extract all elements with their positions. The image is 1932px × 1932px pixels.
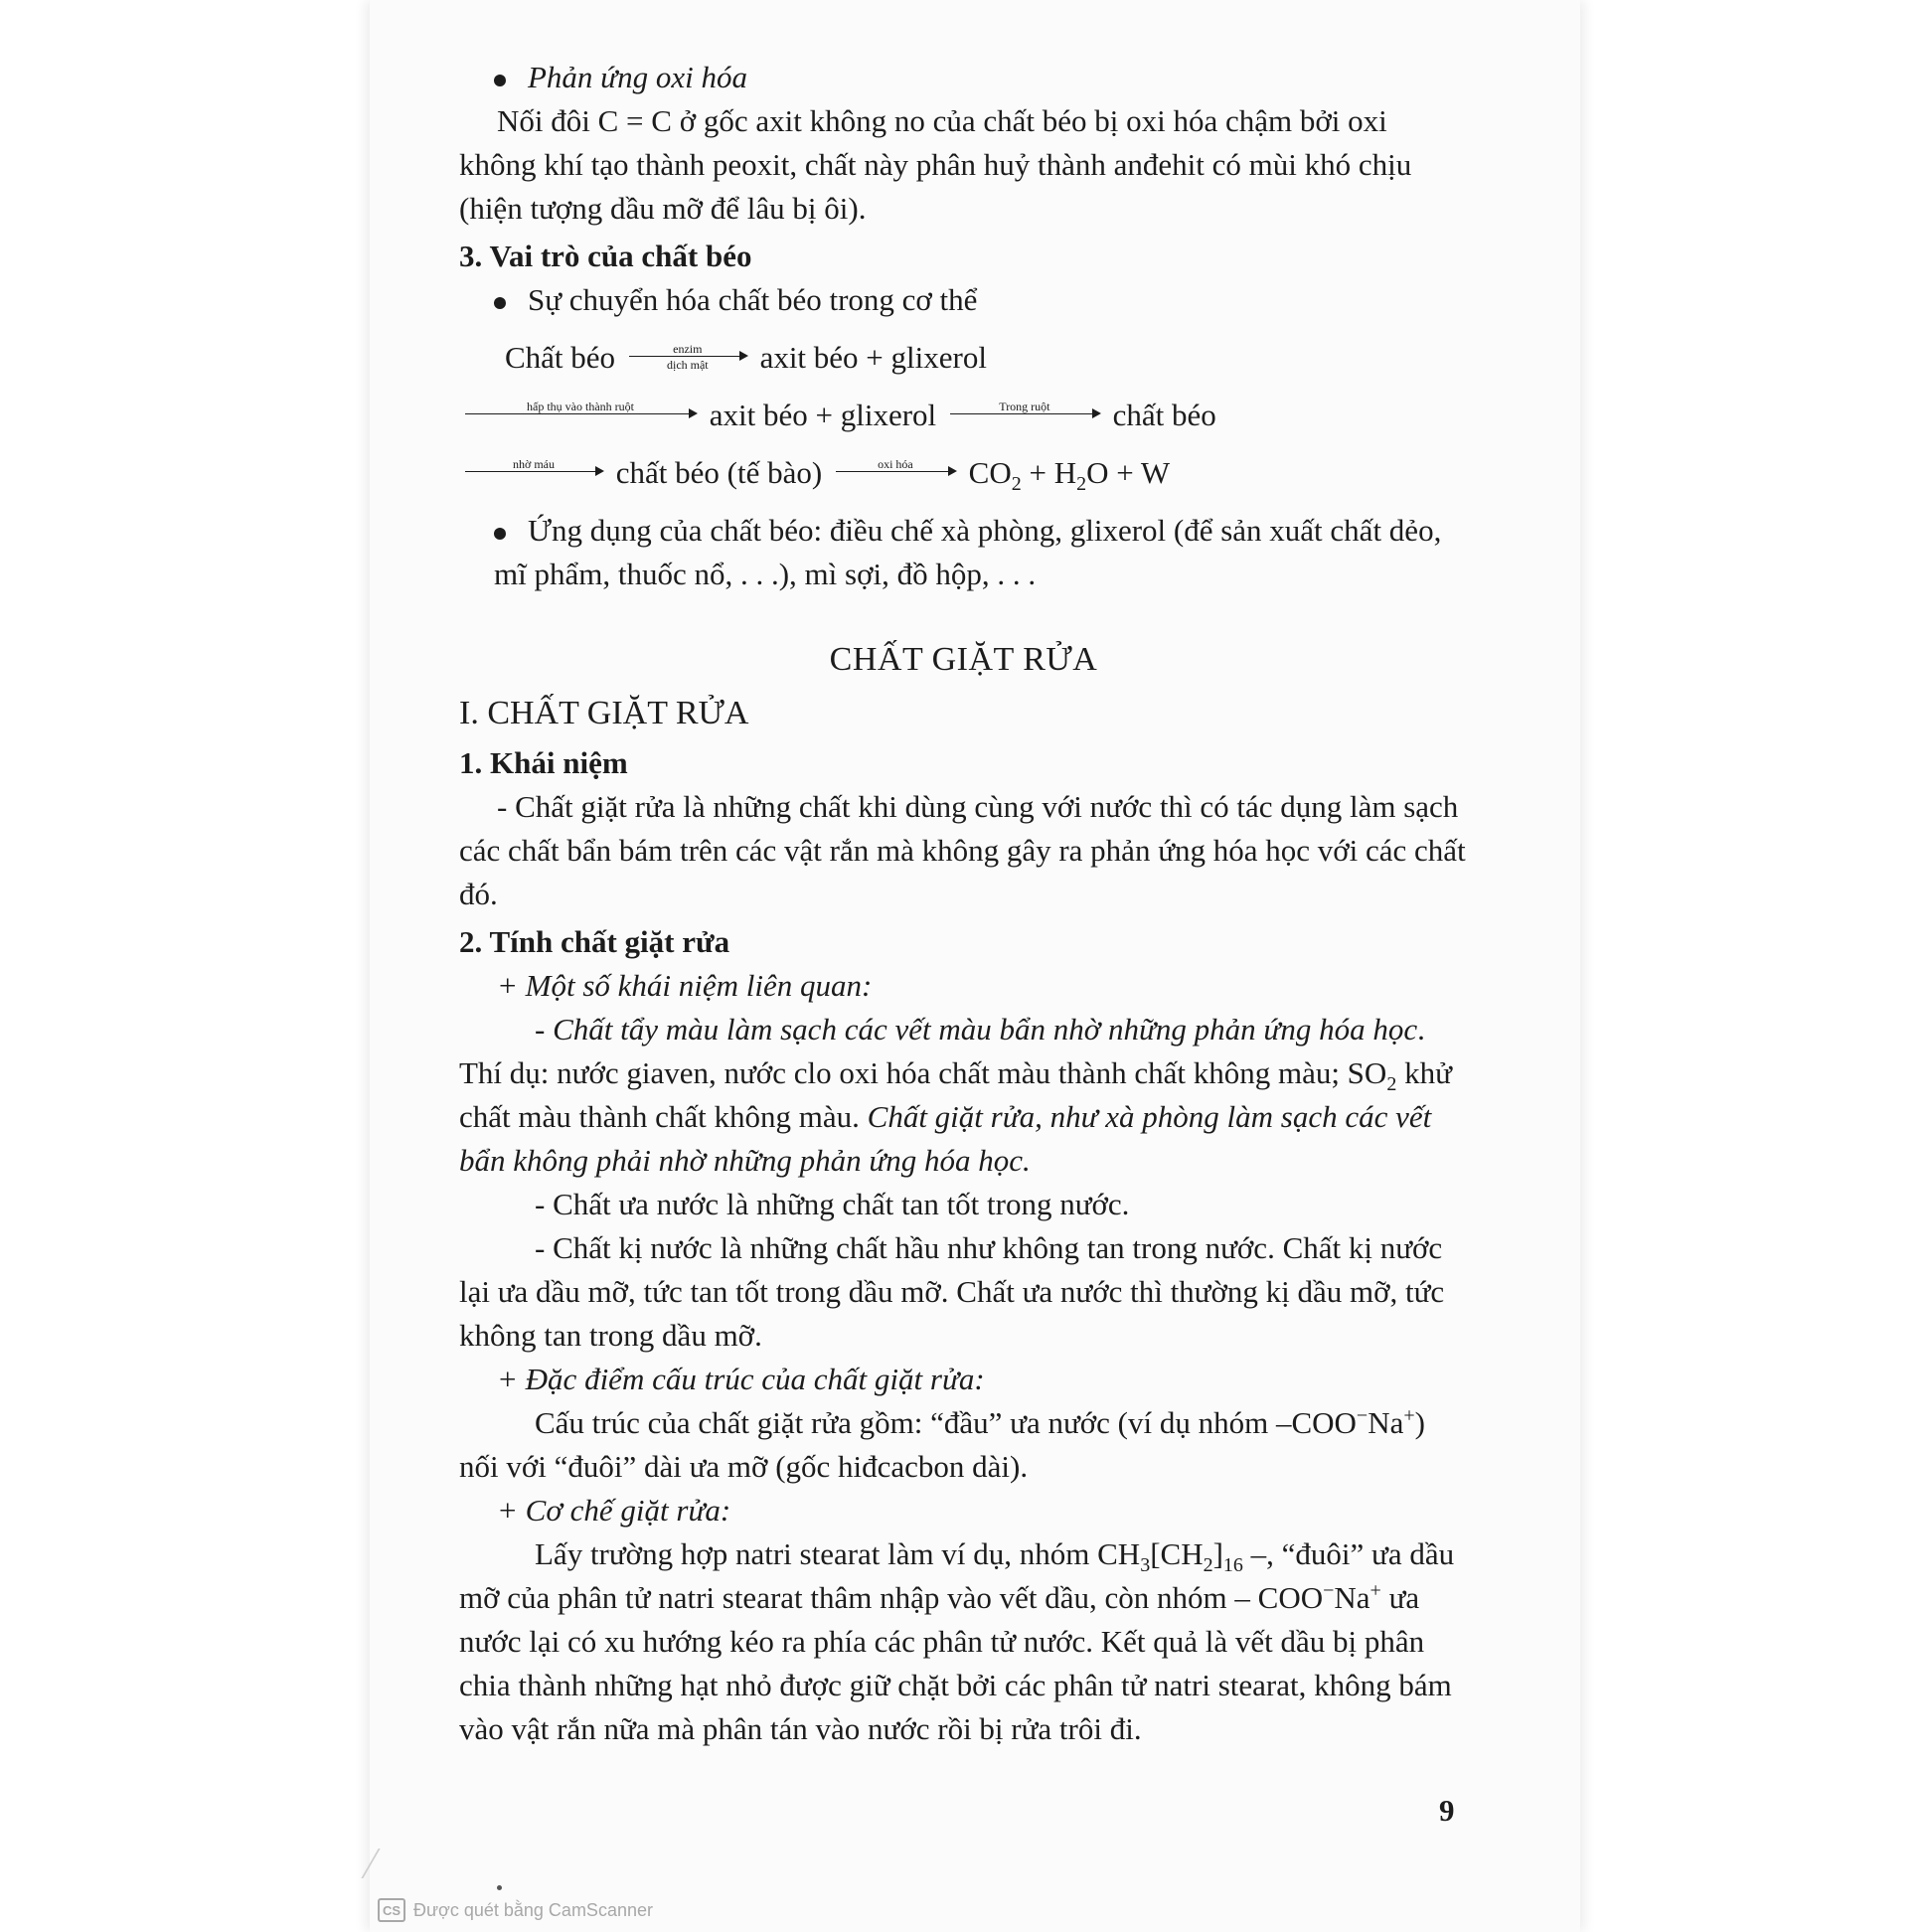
structure-paragraph: Cấu trúc của chất giặt rửa gồm: “đầu” ưa nước (ví dụ nhóm –COO−Na+) nối với “đuôi” dài ưa mỡ (gốc hiđcacbon dài). — [459, 1404, 1425, 1484]
watermark-text: Được quét bằng CamScanner — [413, 1899, 653, 1920]
page-number: 9 — [1439, 1793, 1455, 1828]
reaction-arrow: oxi hóa — [836, 457, 955, 487]
reaction-arrow: enzim dịch mật — [629, 342, 746, 372]
hydrophobic-paragraph: - Chất kị nước là những chất hầu như không tan trong nước. Chất kị nước lại ưa dầu mỡ, tức tan tốt trong dầu mỡ. Chất ưa nước thì thường kị dầu mỡ, tức không tan trong dầu mỡ. — [459, 1230, 1445, 1353]
bullet-icon — [494, 75, 506, 86]
camscanner-logo-icon: CS — [378, 1898, 405, 1922]
reaction-arrow: nhờ máu — [465, 457, 602, 487]
reaction-line-2: hấp thụ vào thành ruột axit béo + glixerol Trong ruột chất béo — [459, 394, 1468, 437]
bullet-metabolism: Sự chuyển hóa chất béo trong cơ thể — [459, 278, 1468, 322]
chapter-title: CHẤT GIẶT RỬA — [829, 641, 1098, 678]
structure-label: + Đặc điểm cấu trúc của chất giặt rửa: — [497, 1362, 985, 1396]
oxidation-paragraph: Nối đôi C = C ở gốc axit không no của chất béo bị oxi hóa chậm bởi oxi không khí tạo thành peoxit, chất này phân huỷ thành anđehit có mùi khó chịu (hiện tượng dầu mỡ để lâu bị ôi). — [459, 103, 1412, 226]
bullet-icon — [494, 297, 506, 309]
page-content — [459, 56, 1468, 1751]
bullet-applications: Ứng dụng của chất béo: điều chế xà phòng, glixerol (để sản xuất chất dẻo, mĩ phẩm, thuốc nổ, . . .), mì sợi, đồ hộp, . . . — [494, 513, 1442, 591]
hydrophilic-paragraph: - Chất ưa nước là những chất tan tốt trong nước. — [535, 1187, 1130, 1221]
mechanism-label: + Cơ chế giặt rửa: — [497, 1493, 731, 1528]
reaction-line-3: nhờ máu chất béo (tế bào) oxi hóa $CO_2 + H_2O + W$ — [459, 451, 1468, 495]
heading-concept: 1. Khái niệm — [459, 745, 628, 780]
scanner-watermark — [378, 1898, 653, 1922]
mechanism-paragraph: Lấy trường hợp natri stearat làm ví dụ, nhóm $CH_3[CH_2]_{16}$ –, “đuôi” ưa dầu mỡ của phân tử natri stearat thâm nhập vào vết dầu, còn nhóm – COO−Na+ ưa nước lại có xu hướng kéo ra phía các phân tử nước. Kết quả là vết dầu bị phân chia thành những hạt nhỏ được giữ chặt bởi các phân tử natri stearat, không bám vào vật rắn nữa mà phân tán vào nước rồi bị rửa trôi đi. — [459, 1536, 1455, 1746]
reaction-line-1: Chất béo enzim dịch mật axit béo + glixerol — [505, 340, 987, 375]
concept-paragraph: - Chất giặt rửa là những chất khi dùng cùng với nước thì có tác dụng làm sạch các chất bẩn bám trên các vật rắn mà không gây ra phản ứng hóa học với các chất đó. — [459, 789, 1466, 911]
stray-dot — [497, 1885, 502, 1890]
reaction-arrow: Trong ruột — [950, 400, 1099, 429]
reaction-arrow: hấp thụ vào thành ruột — [465, 400, 696, 429]
bullet-oxidation: Phản ứng oxi hóa — [459, 56, 1468, 99]
related-concepts-label: + Một số khái niệm liên quan: — [497, 968, 873, 1003]
heading-role: 3. Vai trò của chất béo — [459, 239, 752, 273]
bullet-icon — [494, 528, 506, 540]
heading-property: 2. Tính chất giặt rửa — [459, 924, 730, 959]
bleach-paragraph: - Chất tẩy màu làm sạch các vết màu bẩn nhờ những phản ứng hóa học. Thí dụ: nước giaven, nước clo oxi hóa chất màu thành chất không màu; $SO_2$ khử chất màu thành chất không màu. Chất giặt rửa, như xà phòng làm sạch các vết bẩn không phải nhờ những phản ứng hóa học. — [459, 1012, 1452, 1178]
part-title: I. CHẤT GIẶT RỬA — [459, 695, 749, 731]
